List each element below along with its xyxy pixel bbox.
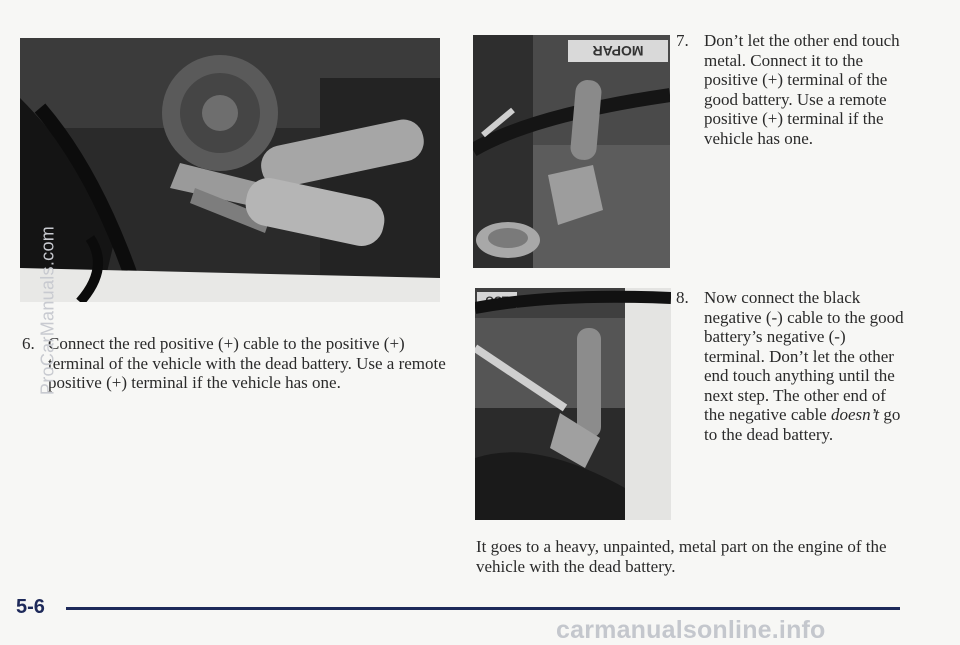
side-watermark: ProCarManuals.com <box>37 225 58 396</box>
step-7-text: Don’t let the other end touch metal. Connect it to the positive (+) terminal of the good battery. Use a remote positive (+) terminal if the vehicle has one. <box>704 31 900 148</box>
step-8-text-before: Now connect the black negative (-) cable to the good battery’s negative (-) terminal. Don’t let the other end touch anything until the next step. The other end of the negative cable <box>704 288 904 424</box>
continuation-paragraph: It goes to a heavy, unpainted, metal part on the engine of the vehicle with the dead battery. <box>476 537 887 576</box>
step-6-text: Connect the red positive (+) cable to the positive (+) terminal of the vehicle with the dead battery. Use a remote positive (+) terminal if the vehicle has one. <box>48 334 446 392</box>
step-6-number: 6. <box>22 334 35 353</box>
step-8-emphasis: doesn’t <box>830 405 880 424</box>
photo-clamp-on-good-battery-negative <box>475 288 671 520</box>
step-8-text <box>704 288 904 444</box>
battery-label-text: MOPAR <box>592 43 644 59</box>
step-7-number: 7. <box>676 31 689 50</box>
bottom-watermark: carmanualsonline.info <box>556 616 826 644</box>
page-number: 5-6 <box>16 596 45 618</box>
battery-label-text-2: OCT <box>485 295 509 307</box>
photo-clamp-on-dead-battery-terminal <box>20 38 440 302</box>
step-8-number: 8. <box>676 288 689 307</box>
step-8-text-after: go to the dead battery. <box>704 405 901 444</box>
photo-clamp-on-good-battery-positive <box>473 35 670 268</box>
footer-rule <box>66 607 900 610</box>
